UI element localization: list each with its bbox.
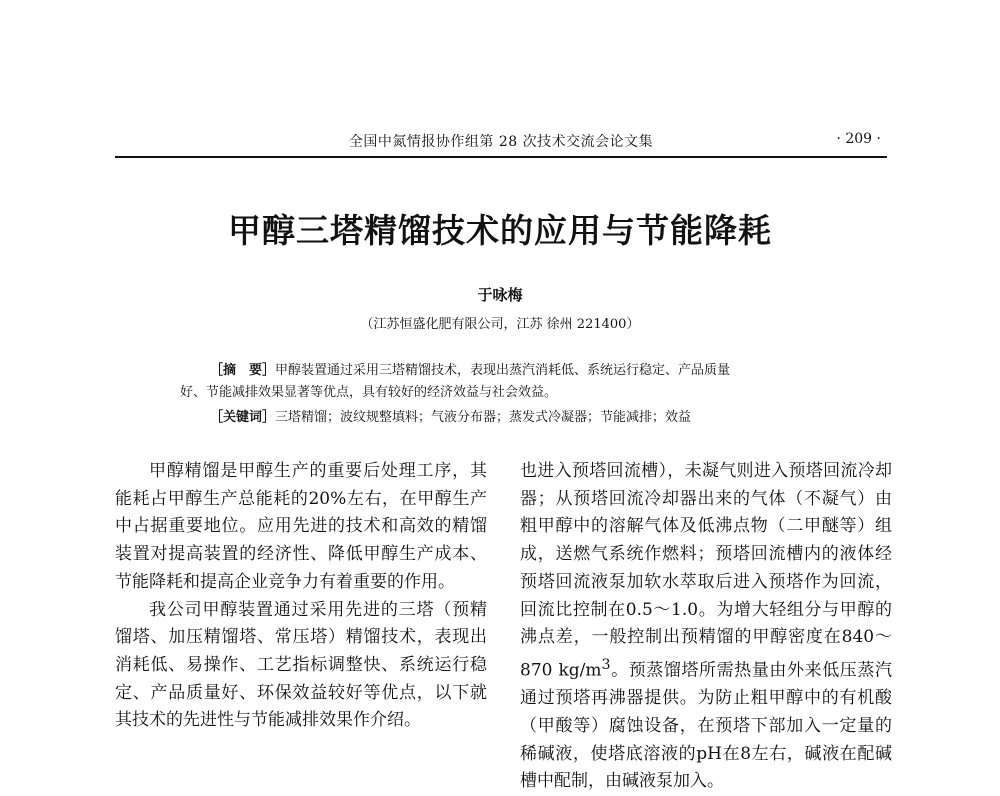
abstract-line-2: 好、节能减排效果显著等优点，具有较好的经济效益与社会效益。: [180, 385, 558, 400]
right-text-part-1: 也进入预塔回流槽），未凝气则进入预塔回流冷却器；从预塔回流冷却器出来的气体（不凝气）由粗甲醇中的溶解气体及低沸点物（二甲醚等）组成，送燃气系统作燃料；预塔回流槽内的液体经预塔回流液泵加软水萃取后进入预塔作为回流，回流比控制在0.5～1.0。为增大轻组分与甲醇的沸点差，一般控制出预精馏的甲醇密度在840～870 kg/m: [520, 461, 892, 681]
body-paragraph-2: 我公司甲醇装置通过采用先进的三塔（预精馏塔、加压精馏塔、常压塔）精馏技术，表现出消耗低、易操作、工艺指标调整快、系统运行稳定、产品质量好、环保效益较好等优点，以下就其技术的先进性与节能减排效果作介绍。: [115, 599, 487, 731]
header-rule: [115, 156, 887, 158]
body-paragraph-1: 甲醇精馏是甲醇生产的重要后处理工序，其能耗占甲醇生产总能耗的20%左右，在甲醇生产中占据重要地位。应用先进的技术和高效的精馏装置对提高装置的经济性、降低甲醇生产成本、节能降耗和提高企业竞争力有着重要的作用。: [115, 461, 487, 592]
author-affiliation: （江苏恒盛化肥有限公司，江苏 徐州 221400）: [360, 317, 640, 332]
keywords-label: ［关键词］: [210, 410, 276, 425]
keywords-text: 三塔精馏；波纹规整填料；气液分布器；蒸发式冷凝器；节能减排；效益: [275, 410, 692, 425]
keywords-line: [180, 407, 835, 429]
article-title: 甲醇三塔精馏技术的应用与节能降耗: [228, 211, 772, 250]
abstract-line-1: 甲醇装置通过采用三塔精馏技术，表现出蒸汽消耗低、系统运行稳定、产品质量: [275, 363, 731, 378]
journal-title: 全国中氮情报协作组第 28 次技术交流会论文集: [348, 134, 654, 150]
abstract-label: ［摘 要］: [210, 363, 276, 378]
body-paragraph-continued: [520, 458, 892, 796]
unit-superscript: 3: [601, 656, 611, 673]
running-head: [115, 131, 887, 157]
body-column-right: [520, 458, 892, 796]
page-number: · 209 ·: [836, 131, 881, 147]
article-author: 于咏梅: [477, 286, 523, 304]
abstract-text: [180, 360, 835, 382]
right-text-part-2: 。预蒸馏塔所需热量由外来低压蒸汽通过预塔再沸器提供。为防止粗甲醇中的有机酸（甲酸等）腐蚀设备，在预塔下部加入一定量的稀碱液，使塔底溶液的pH在8左右，碱液在配碱槽中配制，由碱液泵加入。: [520, 660, 892, 792]
abstract-block: [180, 360, 835, 429]
body-column-left: [115, 458, 487, 735]
